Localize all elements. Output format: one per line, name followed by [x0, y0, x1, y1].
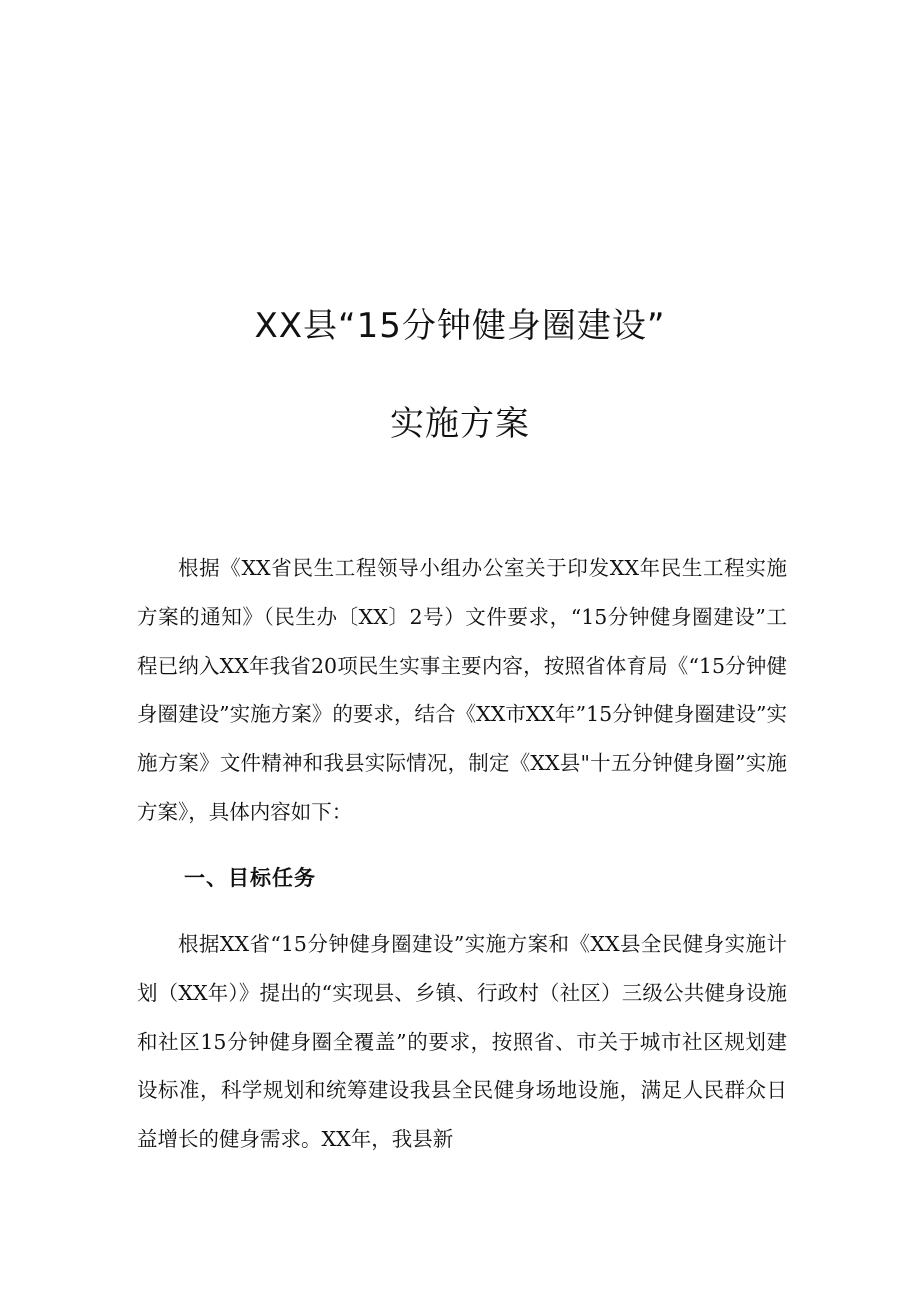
document-title: XX县“15分钟健身圈建设”: [254, 306, 666, 346]
goals-paragraph: 根据XX省“15分钟健身圈建设”实施方案和《XX县全民健身实施计划（XX年）》提出的“实现县、乡镇、行政村（社区）三级公共健身设施和社区15分钟健身圈全覆盖”的要求，按照省、市关于城市社区规划建设标准，科学规划和统筹建设我县全民健身场地设施，满足人民群众日益增长的健身需求。XX年，我县新: [137, 932, 787, 1152]
section-heading-goals: 一、目标任务: [184, 866, 316, 890]
document-subtitle: 实施方案: [390, 404, 530, 444]
intro-paragraph: 根据《XX省民生工程领导小组办公室关于印发XX年民生工程实施方案的通知》（民生办〔XX〕2号）文件要求，“15分钟健身圈建设”工程已纳入XX年我省20项民生实事主要内容，按照省体育局《“15分钟健身圈建设”实施方案》的要求，结合《XX市XX年”15分钟健身圈建设”实施方案》文件精神和我县实际情况，制定《XX县"十五分钟健身圈”实施方案》，具体内容如下：: [137, 556, 787, 824]
